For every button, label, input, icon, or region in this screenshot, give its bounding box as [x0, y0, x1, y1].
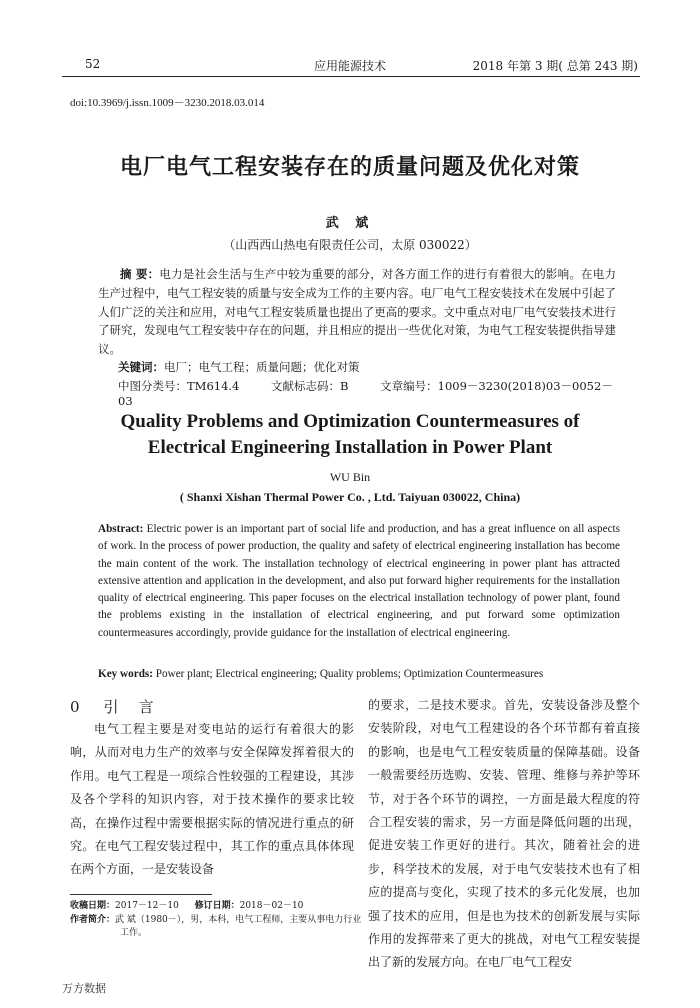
footnote-rule [70, 894, 212, 895]
body-column-right: 的要求，二是技术要求。首先，安装设备涉及整个安装阶段，对电气工程建设的各个环节都有着直接的影响，也是电气工程安装质量的保障基础。设备一般需要经历选购、安装、管理、维修与养护等环节，对于各个环节的调控，一方面是最大程度的符合工程安装的需求，另一方面是降低问题的出现，促进安装工作更好的进行。其次，随着社会的进步，科学技术的发展，对于电气安装技术也有了相应的提高与变化，实现了技术的多元化发展，也加强了技术的应用，但是也为技术的创新发展与实际作用的发挥带来了更大的挑战，对电气工程安装提出了新的发展方向。在电厂电气工程安 [368, 698, 640, 970]
revised-date: 2018－02－10 [239, 901, 304, 911]
bio-text: 武 斌（1980－），男，本科，电气工程师，主要从事电力行业工作。 [115, 914, 362, 938]
document-code: 文献标志码：B [271, 379, 349, 393]
abstract-chinese [98, 265, 616, 359]
section-title-char-1: 引 [103, 698, 119, 716]
received-date: 2017－12－10 [115, 901, 179, 911]
abstract-chinese-label: 摘 要： [120, 267, 160, 281]
page-number: 52 [85, 57, 101, 71]
received-label: 收稿日期： [70, 901, 116, 911]
affiliation-chinese: （山西西山热电有限责任公司，太原 030022） [223, 238, 477, 252]
abstract-english-label: Abstract: [98, 523, 144, 535]
title-english [0, 409, 700, 461]
title-chinese: 电厂电气工程安装存在的质量问题及优化对策 [119, 154, 580, 180]
header-rule [62, 76, 640, 77]
keywords-chinese-label: 关键词： [118, 360, 164, 374]
watermark: 万方数据 [62, 983, 106, 995]
body-left-text: 电气工程主要是对变电站的运行有着很大的影响，从而对电力生产的效率与安全保障发挥着很大的作用。电气工程是一项综合性较强的工程建设，其涉及各个学科的知识内容，对于技术操作的要求比较高，在操作过程中需要根据实际的情况进行重点的研究。在电气工程安装过程中，其工作的重点具体体现在两个方面，一是安装设备 [70, 722, 354, 877]
section-heading [70, 696, 154, 717]
classification-row [118, 378, 638, 408]
author-english: WU Bin [329, 470, 371, 484]
author-chinese: 武 斌 [325, 216, 375, 231]
keywords-english-text: Power plant; Electrical engineering; Quality problems; Optimization Countermeasures [155, 668, 544, 680]
affiliation-english: ( Shanxi Xishan Thermal Power Co. , Ltd. Taiyuan 030022, China) [179, 490, 521, 504]
doi: doi:10.3969/j.issn.1009－3230.2018.03.014 [70, 97, 265, 109]
author-bio [70, 914, 370, 941]
abstract-english-text: Electric power is an important part of social life and production, and has a great influence on all aspects of work. In the process of power production, the quality and safety of electrical engineering installation has become the main content of the work. The installation technology of electrical engineering in power plant has attracted extensive attention and application in the development, and also put forward higher requirements for the installation quality of electrical engineering. This paper focuses on the electrical installation technology of power plant, found the problems existing in the installation of electrical engineering, and put forward some optimization countermeasures accordingly, provide guidance for the installation of electrical engineering. [98, 523, 620, 639]
clc-number: 中图分类号：TM614.4 [118, 379, 240, 393]
section-number: 0 [70, 698, 80, 716]
keywords-chinese [118, 359, 360, 375]
keywords-english-label: Key words: [98, 668, 153, 680]
journal-name: 应用能源技术 [313, 59, 386, 73]
keywords-english [98, 668, 638, 680]
body-column-left [70, 718, 354, 882]
footnote [70, 900, 360, 941]
abstract-chinese-text: 电力是社会生活与生产中较为重要的部分，对各方面工作的进行有着很大的影响。在电力生产过程中，电气工程安装的质量与安全成为工作的主要内容。电厂电气工程安装技术在发展中引起了人们广泛的关注和应用，对电气工程安装质量也提出了更高的要求。文中重点对电厂电气安装技术进行了研究，发现电气工程安装中存在的问题，并且相应的提出一些优化对策，为电气工程安装提供指导建议。 [98, 267, 616, 357]
section-title-char-2: 言 [138, 698, 154, 716]
issue-info: 2018 年第 3 期( 总第 243 期) [472, 59, 638, 73]
keywords-chinese-text: 电厂；电气工程；质量问题；优化对策 [164, 360, 360, 374]
footnote-dates [70, 900, 360, 914]
title-english-text: Quality Problems and Optimization Countermeasures of Electrical Engineering Installation in Power Plant [120, 411, 580, 458]
revised-label: 修订日期： [194, 901, 240, 911]
bio-label: 作者简介： [70, 914, 116, 925]
abstract-english [98, 521, 620, 642]
article-number: 文章编号：1009－3230(2018)03－0052－03 [118, 379, 613, 408]
